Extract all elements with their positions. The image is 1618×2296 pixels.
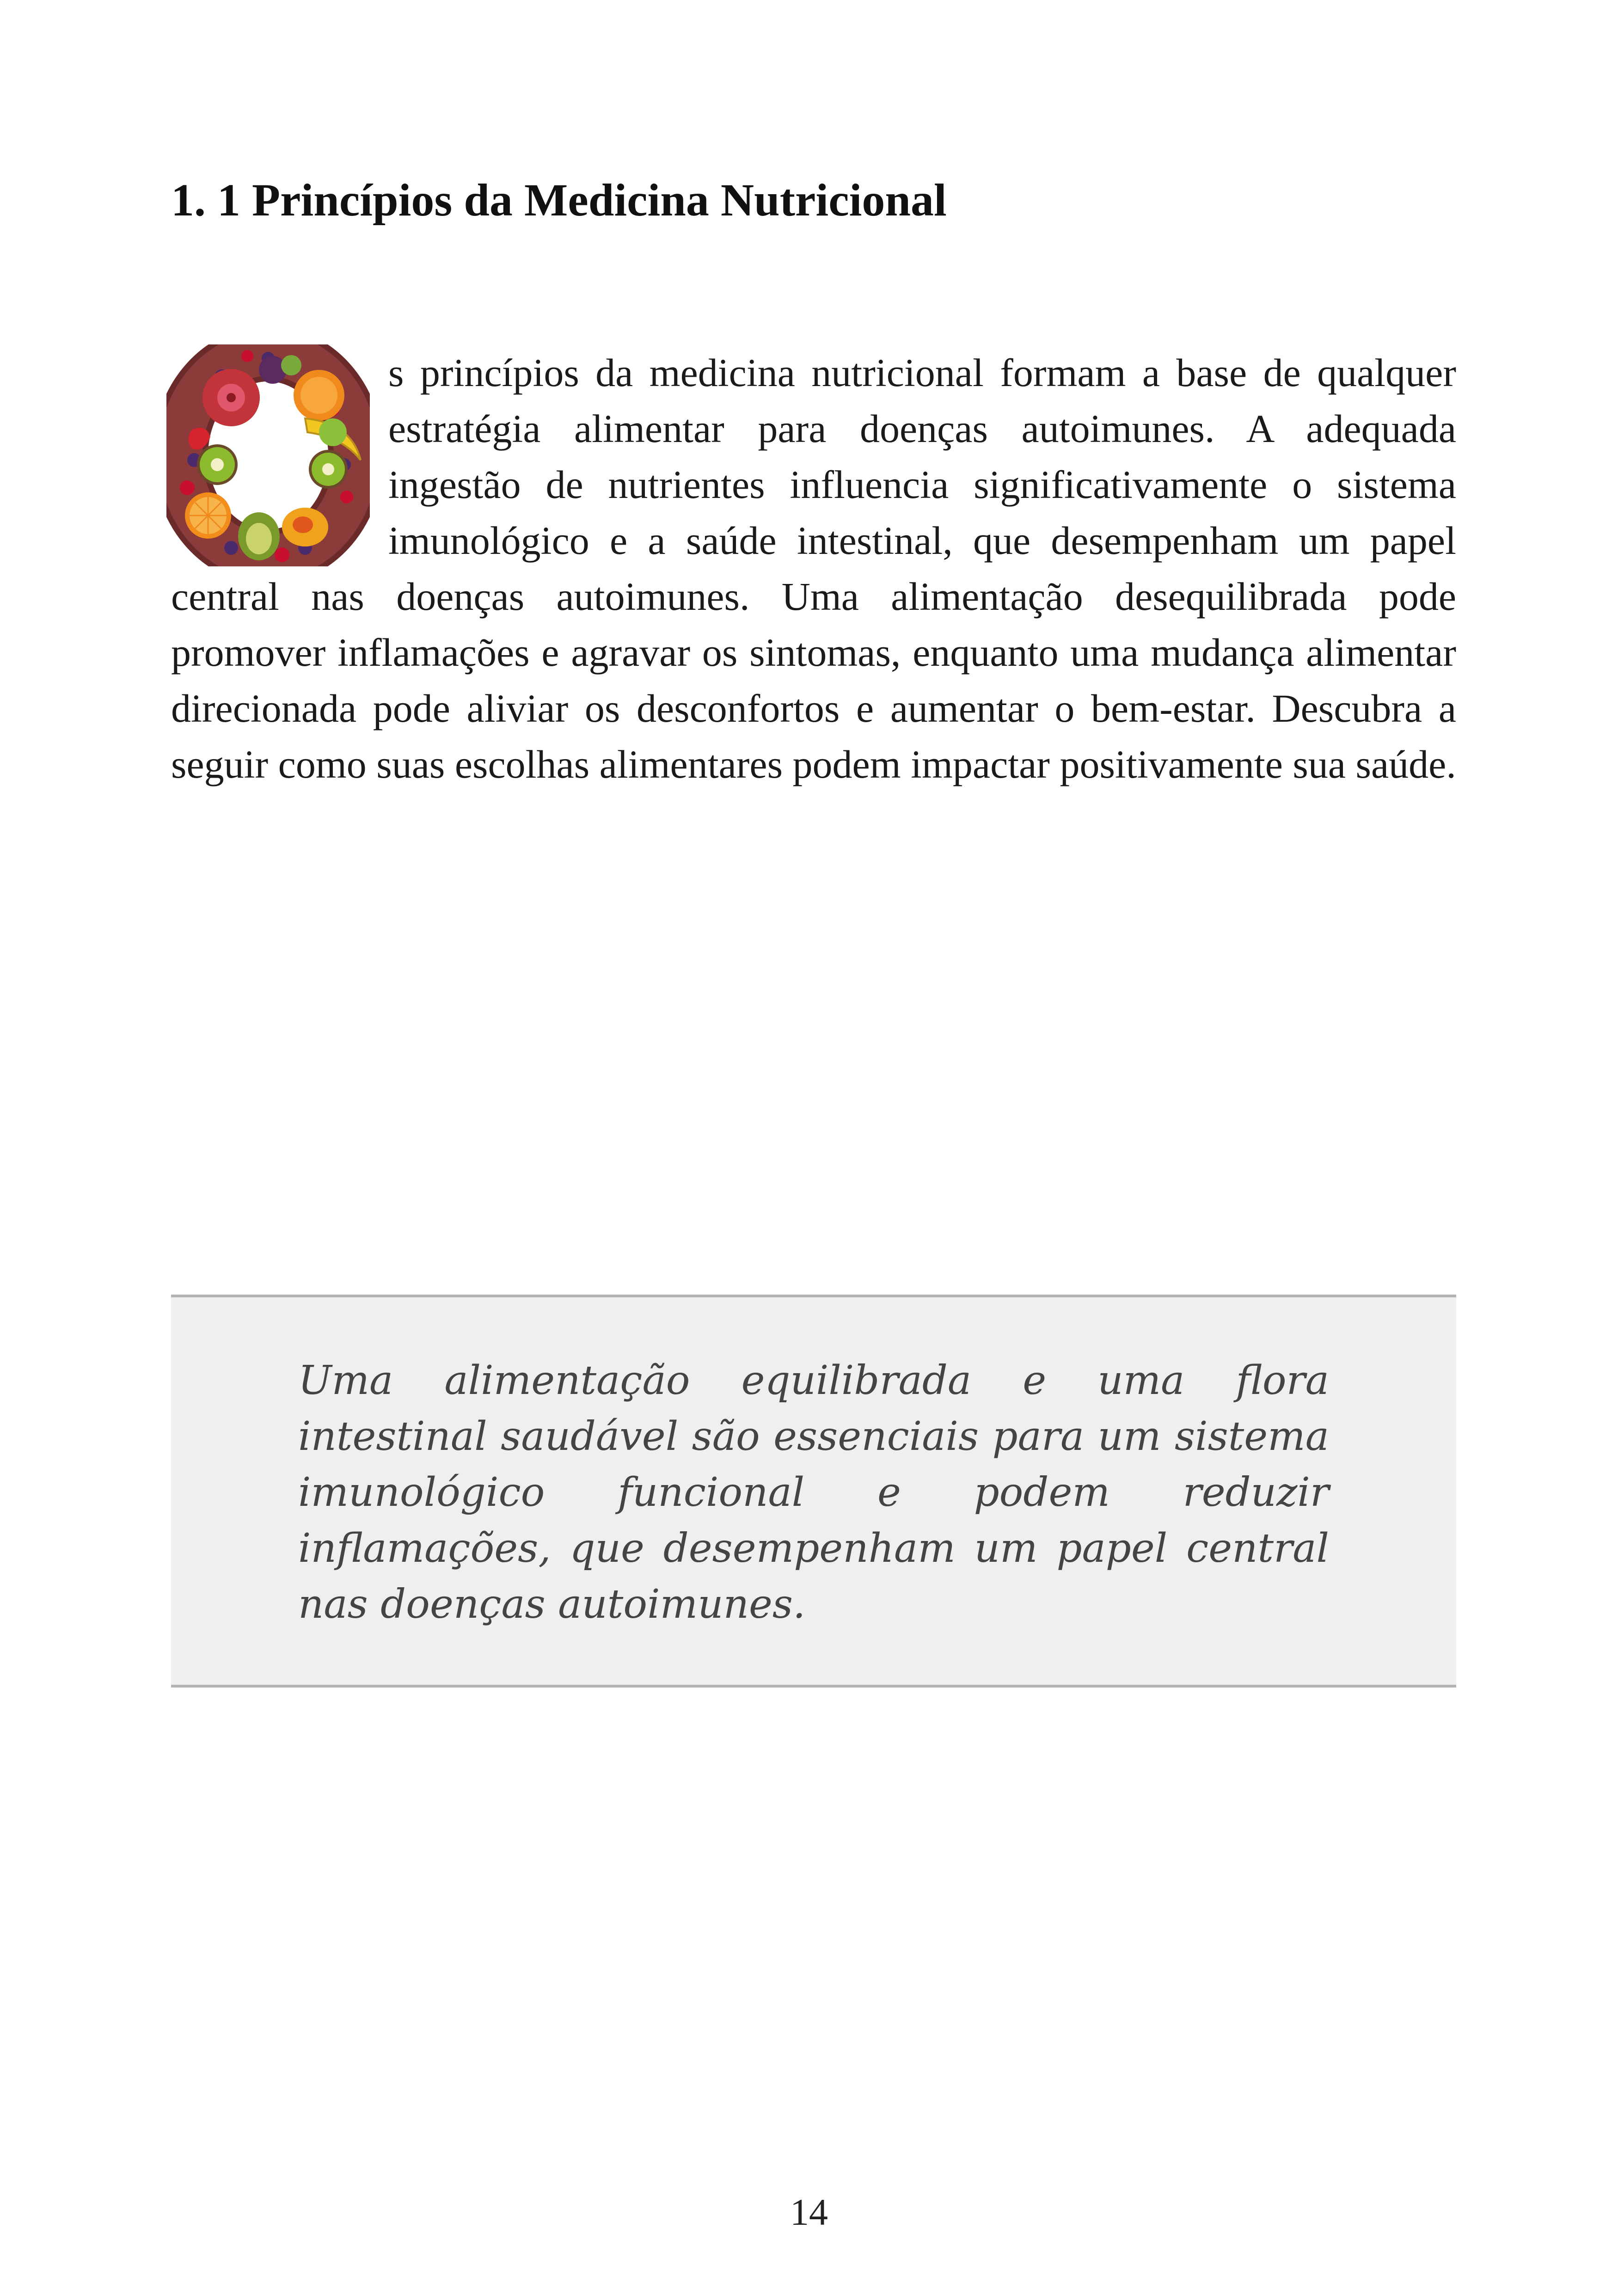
section-heading: 1. 1 Princípios da Medicina Nutricional [171, 174, 947, 226]
dropcap-spacer [171, 345, 388, 567]
intro-paragraph-text: s princípios da medicina nutricional formam a base de qualquer estratégia alimentar para doenças autoimunes. A adequada ingestão de nutrientes influencia significativamente o sistema imunológico e a saúde intestinal, que desempenham um papel central nas doenças autoimunes. Uma alimentação desequilibrada pode promover inflamações e agravar os sintomas, enquanto uma mudança alimentar direcionada pode aliviar os desconfortos e aumentar o bem-estar. Descubra a seguir como suas escolhas alimentares podem impactar positivamente sua saúde. [171, 350, 1456, 786]
callout-text: Uma alimentação equilibrada e uma flora intestinal saudável são essenciais para um sistema imunológico funcional e podem reduzir inflamações, que desempenham um papel central nas doenças autoimunes. [298, 1357, 1329, 1627]
callout-box [171, 1295, 1456, 1688]
page-number: 14 [790, 2191, 828, 2233]
intro-paragraph [171, 345, 1456, 792]
